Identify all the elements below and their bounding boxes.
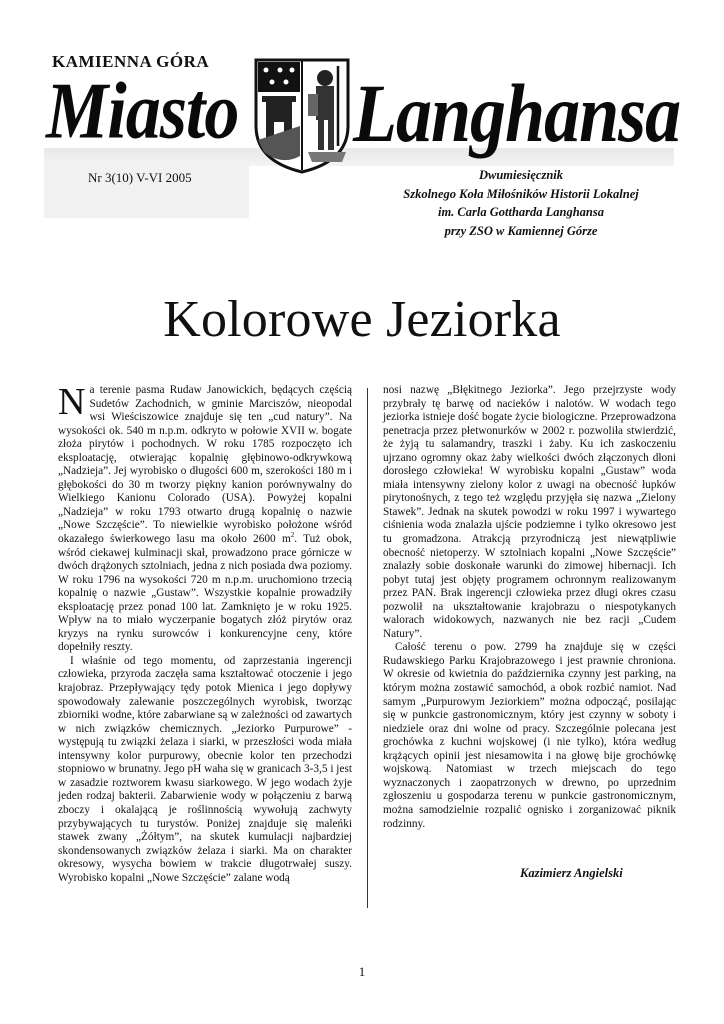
- article-column-left: [58, 381, 352, 885]
- article-title: Kolorowe Jeziorka: [163, 291, 561, 348]
- superscript: 2: [290, 531, 295, 540]
- article-paragraph: I właśnie od tego momentu, od zaprzestania ingerencji człowieka, przyroda zaczęła sama kształtować otoczenie i jego krajobraz. Przepływający tędy potok Mienica i jego dopływy spowodowały zalewanie poszczególnych wyrobisk, tworząc zbiorniki wodne, które zabarwiane są w zależności od zawartych w nich związków chemicznych. „Jeziorko Purpurowe” - występują tu związki żelaza i siarki, w przeszłości woda miała intensywny kolor purpurowy, obecnie kolor ten przechodzi stopniowo w brunatny. Jego pH waha się w granicach 3-3,5 i jest w zasadzie roztworem kwasu siarkowego. W jego wodach żyje jeden rodzaj bakterii. Zabarwienie wody w połączeniu z barwą zboczy i okalającą je roślinnością wywołują zachwyty przybywających tu turystów. Poniżej znajduje się maleńki stawek zwany „Żółtym”, na skutek kumulacji najbardziej skondensowanych związków żelaza i siarki. Ma on charakter okresowy, wysycha bowiem w trakcie długotrwałej suszy. Wyrobisko kopalni „Nowe Szczęście” zalane wodą: [58, 654, 352, 884]
- masthead-desc-line: im. Carla Gottharda Langhansa: [437, 205, 604, 219]
- masthead-town: KAMIENNA GÓRA: [52, 52, 210, 71]
- page-number: 1: [358, 964, 366, 979]
- article-column-right: [383, 384, 676, 831]
- article-paragraph: nosi nazwę „Błękitnego Jeziorka”. Jego przejrzyste wody przybrały tę barwę od nacieków i nalotów. W wodach tego jeziorka istnieje dość bogate życie biologiczne. Przeprowadzona penetracja przez płetwonurków w 2002 r. pozwoliła stwierdzić, że żyją tu salamandry, traszki i żaby. Ku ich zaskoczeniu ujrzano ogromny okaz żaby wielkości dwóch złączonych dłoni dorosłego człowieka! W wyrobisku kopalni „Gustaw” woda miała intensywny zielony kolor z uwagi na obecność łupków pirytonośnych, z tego też względu przyjęła się nazwa „Zielony Stawek”. Jednak na skutek powodzi w roku 1997 i wywartego ciśnienia woda znalazła ujście podziemne i tylko okresowo jest tu gromadzona. Atrakcją przyrodniczą jest niewątpliwie obecność nietoperzy. W sztolniach kopalni „Nowe Szczęście” znalazły sobie doskonałe warunki do zimowej hibernacji. Ich pobyt tutaj jest objęty programem ochronnym realizowanym przez PAN. Brak ingerencji człowieka przez długi okres czasu pozwolił na ukształtowanie krajobrazu o niespotykanych walorach widokowych, nazwanych nie bez racji „Cudem Natury”.: [383, 384, 676, 640]
- paragraph-text: . Tuż obok, wśród ciekawej kulminacji skał, prowadzono prace górnicze w dwóch drążonych sztolniach, jedna z nich posiada dwa poziomy. W roku 1796 na wysokości 720 m n.p.m. uruchomiono trzecią kopalnię o nazwie „Gustaw”. Wszystkie kopalnie prowadziły eksploatację przez ponad 100 lat. Zamknięto je w roku 1925. Wpływ na to miało wyczerpanie bogatych złóż pirytów oraz kryzys na rynku surowców i konkurencyjne ceny, które dopełniły reszty.: [58, 533, 352, 654]
- masthead-desc-line: przy ZSO w Kamiennej Górze: [444, 223, 598, 238]
- article-paragraph: Całość terenu o pow. 2799 ha znajduje się w części Rudawskiego Parku Krajobrazowego i jest prawnie chroniona. W okresie od kwietnia do października czynny jest parking, na którym można zostawić samochód, a obok rozbić namiot. Nad samym „Purpurowym Jeziorkiem” można odpocząć, posilając się w punkcie gastronomicznym, który jest czynny w soboty i niedziele oraz dni wolne od pracy. Szczególnie polecana jest grochówka z kuchni wojskowej (i nie tylko), która według krążących opinii jest niesamowita i na głowę bije grochówkę wojskową. Natomiast w trzech miejscach do tego wyznaczonych i zaopatrzonych w drewno, po uprzednim zgłoszeniu u gospodarza terenu w punkcie gastronomicznym, można samodzielnie rozpalić ognisko i zorganizować piknik rodzinny.: [383, 641, 676, 830]
- drop-cap: N: [58, 381, 86, 423]
- masthead-description: [346, 166, 696, 240]
- masthead-name-left: Miasto: [46, 67, 239, 156]
- paragraph-text: a terenie pasma Rudaw Janowickich, będących częścią Sudetów Zachodnich, w gminie Marciszów, nieopodal wsi Wieściszowice znajduje się ten „cud natury”. Na wysokości ok. 540 m n.p.m. odkryto w połowie XVII w. bogate złoża pirytów i pochodnych. W roku 1785 rozpoczęto ich eksploatację, otwierając kopalnię głębinowo-odkrywkową „Nadzieja”. Jej wyrobisko o długości 600 m, szerokości 180 m i głębokości do 30 m tworzy piękny kanion porównywalny do Wielkiego Kanionu Colorado (USA). Powyżej kopalni „Nadzieja” w roku 1793 otwarto drugą kopalnię o nazwie „Nowe Szczęście”. To niewielkie wyrobisko położone wśród okazałego świerkowego lasu ma około 2600 m: [58, 384, 352, 546]
- coat-of-arms-icon: [252, 56, 352, 176]
- issue-number: Nr 3(10) V-VI 2005: [88, 170, 192, 185]
- masthead-desc-line: Dwumiesięcznik: [478, 168, 564, 182]
- column-divider: [367, 388, 368, 908]
- article-paragraph: [58, 381, 352, 655]
- masthead-desc-line: Szkolnego Koła Miłośników Historii Lokalnej: [403, 186, 639, 201]
- article-author: Kazimierz Angielski: [520, 866, 623, 880]
- masthead-name-right: Langhansa: [353, 67, 681, 160]
